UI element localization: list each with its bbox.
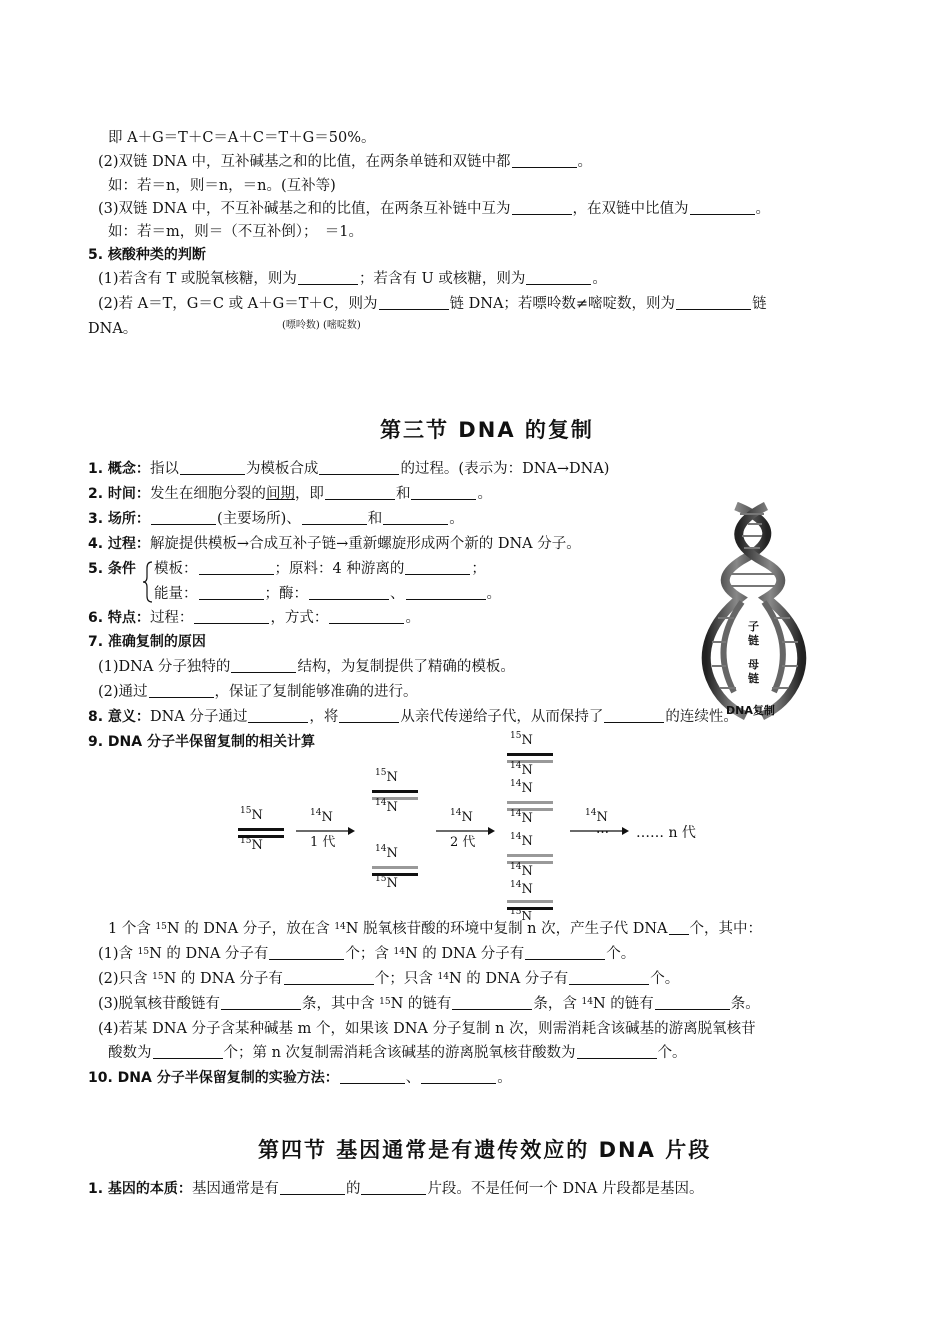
text: N xyxy=(521,763,533,778)
text: 链 xyxy=(752,296,767,312)
text: ，将 xyxy=(309,709,339,725)
g2-14n xyxy=(510,882,533,897)
calc-2 xyxy=(98,970,679,988)
text: N xyxy=(251,838,263,853)
answer-blank[interactable] xyxy=(319,460,399,475)
text: 个；含 xyxy=(345,946,394,962)
text: (3)脱氧核苷酸链有 xyxy=(98,996,221,1012)
answer-blank[interactable] xyxy=(676,295,751,310)
example-3: 如：若＝m，则＝（不互补倒）； ＝1。 xyxy=(108,224,363,240)
ratio-line: 即 A＋G＝T＋C＝A＋C＝T＋G＝50%。 xyxy=(108,130,376,146)
calc-3 xyxy=(98,995,760,1013)
text: N xyxy=(521,909,532,923)
figure-caption: DNA复制 xyxy=(726,704,775,717)
answer-blank[interactable] xyxy=(405,560,470,575)
strand-14n xyxy=(507,801,553,804)
text: (1)含 xyxy=(98,946,138,962)
answer-blank[interactable] xyxy=(180,460,245,475)
answer-blank[interactable] xyxy=(452,995,532,1010)
g1b-15n xyxy=(375,876,398,891)
gene-essence xyxy=(88,1180,703,1198)
text: N 的链有 xyxy=(592,996,654,1012)
child-strand-label-1: 子 xyxy=(748,620,759,633)
mass: 15 xyxy=(240,806,252,816)
answer-blank[interactable] xyxy=(153,1044,223,1059)
mass: 14 xyxy=(581,997,593,1007)
answer-blank[interactable] xyxy=(361,1180,426,1195)
text: (主要场所)、 xyxy=(216,511,301,527)
answer-blank[interactable] xyxy=(690,200,755,215)
purine-pyrimidine-note: (嘌呤数) (嘧啶数) xyxy=(282,320,361,331)
rule-3 xyxy=(98,200,770,218)
strand-15n xyxy=(372,790,418,793)
text: N xyxy=(386,846,398,861)
item-9-heading: 9. DNA 分子半保留复制的相关计算 xyxy=(88,734,315,750)
answer-blank[interactable] xyxy=(325,485,395,500)
answer-blank[interactable] xyxy=(199,585,264,600)
mother-strand-label-2: 链 xyxy=(748,672,759,685)
mass: 14 xyxy=(510,809,522,819)
text: ，即 xyxy=(294,486,324,502)
text: 。 xyxy=(497,1070,512,1086)
calc-4-line-2 xyxy=(108,1044,687,1062)
text: 个；第 n 次复制需消耗含该碱基的游离脱氧核苷酸数为 xyxy=(223,1045,576,1061)
label: 10. DNA 分子半保留复制的实验方法： xyxy=(88,1070,339,1086)
mass: 15 xyxy=(375,874,387,884)
answer-blank[interactable] xyxy=(421,1069,496,1084)
g1a-14n xyxy=(375,800,398,815)
mass: 14 xyxy=(510,862,522,872)
text: N xyxy=(386,800,398,815)
text: 条，含 xyxy=(533,996,582,1012)
mass: 15 xyxy=(155,922,167,932)
g2-14n xyxy=(510,781,533,796)
item-4-process xyxy=(88,535,581,553)
g2-14n xyxy=(510,834,533,849)
g2-15n-top xyxy=(510,733,533,748)
text: (2)双链 DNA 中，互补碱基之和的比值，在两条单链和双链中都 xyxy=(98,154,511,170)
label: 4. 过程： xyxy=(88,536,150,552)
answer-blank[interactable] xyxy=(302,510,367,525)
answer-blank[interactable] xyxy=(512,200,572,215)
answer-blank[interactable] xyxy=(525,945,605,960)
mass: 15 xyxy=(510,907,522,917)
rule-5-1 xyxy=(98,270,607,288)
text: (2)若 A＝T，G＝C 或 A＋G＝T＋C，则为 xyxy=(98,296,378,312)
answer-blank[interactable] xyxy=(280,1180,345,1195)
text: N xyxy=(521,781,533,796)
text: 个；只含 xyxy=(374,971,438,987)
item-1-concept xyxy=(88,460,609,478)
item-5-row-2 xyxy=(154,585,501,603)
arrow-2-label xyxy=(450,810,473,825)
text: N xyxy=(386,876,398,891)
answer-blank[interactable] xyxy=(577,1044,657,1059)
text: 过程： xyxy=(149,610,194,626)
text: 指以 xyxy=(149,461,179,477)
answer-blank[interactable] xyxy=(151,510,216,525)
answer-blank[interactable] xyxy=(526,270,591,285)
answer-blank[interactable] xyxy=(383,510,448,525)
answer-blank[interactable] xyxy=(194,609,269,624)
mass: 15 xyxy=(152,972,164,982)
label: 1. 概念： xyxy=(88,461,150,477)
text: 1 个含 xyxy=(108,921,156,937)
answer-blank[interactable] xyxy=(604,708,664,723)
mass: 14 xyxy=(437,972,449,982)
item-7-heading: 7. 准确复制的原因 xyxy=(88,634,206,650)
arrow-1-label xyxy=(310,810,333,825)
parent-15n-top xyxy=(240,808,263,823)
g1a-15n xyxy=(375,770,398,785)
mass: 14 xyxy=(585,808,597,818)
text: ； xyxy=(471,561,486,577)
mass: 14 xyxy=(510,761,522,771)
text: N 的 DNA 分子，放在含 xyxy=(166,921,335,937)
text: (2)只含 xyxy=(98,971,153,987)
text: 。 xyxy=(755,201,771,217)
text: 酸数为 xyxy=(108,1045,152,1061)
label: 1. 基因的本质： xyxy=(88,1181,192,1197)
text: N xyxy=(521,834,533,849)
text: 条。 xyxy=(730,996,760,1012)
generation-n-label: …… n 代 xyxy=(636,825,696,841)
text: N xyxy=(521,733,533,748)
text: 解旋提供模板→合成互补子链→重新螺旋形成两个新的 DNA 分子。 xyxy=(149,536,581,552)
answer-blank[interactable] xyxy=(284,970,374,985)
text: 间期 xyxy=(265,486,295,502)
text: 个，其中： xyxy=(689,921,763,937)
mass: 14 xyxy=(375,798,387,808)
strand-15n xyxy=(238,828,284,831)
text: 个。 xyxy=(650,971,680,987)
text: N 的 DNA 分子有 xyxy=(149,946,269,962)
mass: 14 xyxy=(375,844,387,854)
answer-blank[interactable] xyxy=(269,945,344,960)
text: 。 xyxy=(449,511,464,527)
example-2: 如：若＝n，则＝n，＝n。(互补等) xyxy=(108,178,336,194)
text: DNA 分子通过 xyxy=(149,709,248,725)
text: 。 xyxy=(592,271,607,287)
answer-blank[interactable] xyxy=(221,995,301,1010)
text: 模板： xyxy=(154,561,198,577)
text: 个。 xyxy=(657,1045,687,1061)
answer-blank[interactable] xyxy=(309,585,389,600)
section-3-title: 第三节 DNA 的复制 xyxy=(380,418,594,442)
text: 为模板合成 xyxy=(245,461,319,477)
dna-replication-figure xyxy=(690,502,820,720)
mass: 14 xyxy=(310,808,322,818)
mass: 14 xyxy=(510,832,522,842)
text: ，保证了复制能够准确的进行。 xyxy=(214,684,418,700)
answer-blank[interactable] xyxy=(149,683,214,698)
text: ，在双链中比值为 xyxy=(572,201,689,217)
g1b-14n xyxy=(375,846,398,861)
text: 发生在细胞分裂的 xyxy=(149,486,266,502)
answer-blank[interactable] xyxy=(669,920,689,935)
text: 基因通常是有 xyxy=(191,1181,279,1197)
text: N xyxy=(386,770,398,785)
answer-blank[interactable] xyxy=(298,270,358,285)
text: 链 DNA；若嘌呤数≠嘧啶数，则为 xyxy=(449,296,676,312)
mass: 15 xyxy=(510,731,522,741)
label: 3. 场所： xyxy=(88,511,150,527)
text: 从亲代传递给子代，从而保持了 xyxy=(400,709,604,725)
label: 2. 时间： xyxy=(88,486,150,502)
text: N 的 DNA 分子有 xyxy=(448,971,569,987)
section-4-title: 第四节 基因通常是有遗传效应的 DNA 片段 xyxy=(258,1138,712,1162)
generation-2-label: 2 代 xyxy=(450,835,476,850)
answer-blank[interactable] xyxy=(248,708,308,723)
label: 8. 意义： xyxy=(88,709,150,725)
label: 6. 特点： xyxy=(88,610,150,626)
mother-strand-label-1: 母 xyxy=(748,658,759,671)
mass: 15 xyxy=(137,947,150,957)
answer-blank[interactable] xyxy=(231,658,296,673)
text: (1)若含有 T 或脱氧核糖，则为 xyxy=(98,271,297,287)
text: ；原料：4 种游离的 xyxy=(274,561,405,577)
text: N 的链有 xyxy=(390,996,452,1012)
mass: 14 xyxy=(334,922,346,932)
rule-2 xyxy=(98,153,592,171)
text: 的过程。(表示为：DNA→DNA) xyxy=(400,461,610,477)
heading-5: 5. 核酸种类的判断 xyxy=(88,247,206,263)
item-2-time xyxy=(88,485,492,503)
mass: 15 xyxy=(375,768,387,778)
answer-blank[interactable] xyxy=(406,585,486,600)
text: (3)双链 DNA 中，不互补碱基之和的比值，在两条互补链中互为 xyxy=(98,201,511,217)
rule-5-2 xyxy=(98,295,767,313)
text: ；若含有 U 或核糖，则为 xyxy=(358,271,526,287)
g2-14n xyxy=(510,864,533,879)
text: N xyxy=(461,810,473,825)
text: 的连续性。 xyxy=(665,709,738,725)
strand-14n xyxy=(507,854,553,857)
item-5-row-1 xyxy=(154,560,486,578)
mass: 15 xyxy=(240,836,252,846)
text: 的 xyxy=(345,1181,361,1197)
item-5-conditions-label: 5. 条件 xyxy=(88,561,136,577)
g2-14n xyxy=(510,763,533,778)
mass: 14 xyxy=(393,947,405,957)
text: N 的 DNA 分子有 xyxy=(163,971,283,987)
text: N 的 DNA 分子有 xyxy=(404,946,525,962)
text: 。 xyxy=(477,486,492,502)
mass: 14 xyxy=(450,808,462,818)
answer-blank[interactable] xyxy=(655,995,730,1010)
text: N xyxy=(251,808,263,823)
text: N xyxy=(321,810,333,825)
mass: 14 xyxy=(510,779,522,789)
text: N 脱氧核苷酸的环境中复制 n 次，产生子代 DNA xyxy=(345,921,668,937)
answer-blank[interactable] xyxy=(340,1069,405,1084)
g2-14n xyxy=(510,811,533,826)
answer-blank[interactable] xyxy=(512,153,577,168)
item-7-2 xyxy=(98,683,418,701)
text: 、 xyxy=(390,586,405,602)
text: 。 xyxy=(486,586,501,602)
text: 能量： xyxy=(154,586,198,602)
parent-15n-bottom xyxy=(240,838,263,853)
mass: 14 xyxy=(510,880,522,890)
generation-1-label: 1 代 xyxy=(310,835,336,850)
mass: 15 xyxy=(379,997,391,1007)
text: 条，其中含 xyxy=(302,996,380,1012)
text: 个。 xyxy=(606,946,636,962)
answer-blank[interactable] xyxy=(199,560,274,575)
calc-1 xyxy=(98,945,635,963)
strand-14n xyxy=(372,866,418,869)
calc-4-line-1: (4)若某 DNA 分子含某种碱基 m 个，如果该 DNA 分子复制 n 次，则需消耗含该碱基的游离脱氧核苷 xyxy=(98,1021,756,1037)
calc-intro xyxy=(108,920,762,938)
text: 。 xyxy=(405,610,420,626)
answer-blank[interactable] xyxy=(411,485,476,500)
answer-blank[interactable] xyxy=(329,609,404,624)
answer-blank[interactable] xyxy=(339,708,399,723)
text: N xyxy=(596,810,608,825)
brace-icon xyxy=(142,560,154,604)
text: 、 xyxy=(405,1070,421,1086)
text: 和 xyxy=(395,486,411,502)
item-3-location xyxy=(88,510,464,528)
child-strand-label-2: 链 xyxy=(748,634,759,647)
answer-blank[interactable] xyxy=(379,295,449,310)
text: (2)通过 xyxy=(98,684,148,700)
text: 。 xyxy=(577,154,593,170)
strand-15n xyxy=(507,753,553,756)
text: N xyxy=(521,864,533,879)
text: ，方式： xyxy=(270,610,329,626)
text: 结构，为复制提供了精确的模板。 xyxy=(297,659,515,675)
item-10-methods xyxy=(88,1069,512,1087)
text: ；酶： xyxy=(264,586,308,602)
item-8-significance xyxy=(88,708,738,726)
text: N xyxy=(521,882,533,897)
rule-5-2-end: DNA。 xyxy=(88,321,138,337)
text: N xyxy=(521,811,533,826)
text: 和 xyxy=(367,511,383,527)
arrow-n-dots: … xyxy=(596,822,609,837)
answer-blank[interactable] xyxy=(569,970,649,985)
text: 片段。不是任何一个 DNA 片段都是基因。 xyxy=(427,1181,704,1197)
text: (1)DNA 分子独特的 xyxy=(98,659,231,675)
item-6-features xyxy=(88,609,420,627)
strand-14n xyxy=(507,900,553,903)
item-7-1 xyxy=(98,658,515,676)
